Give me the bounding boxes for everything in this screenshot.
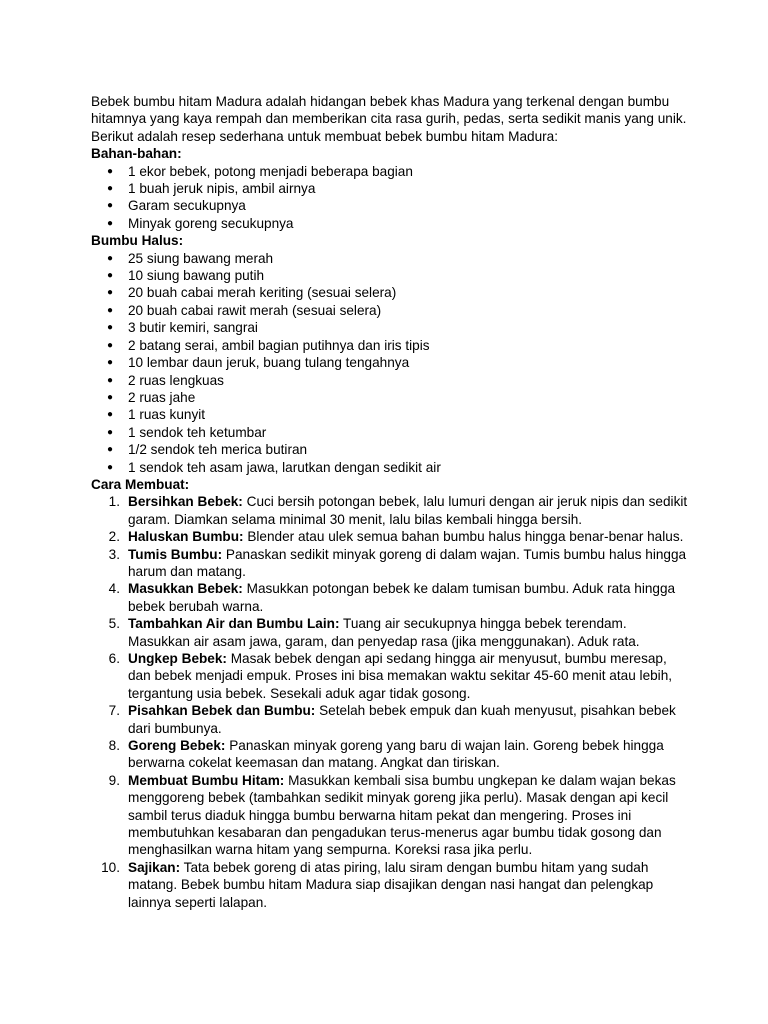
list-item: ● 2 batang serai, ambil bagian putihnya dan iris tipis <box>107 337 430 353</box>
step-title: Sajikan: <box>128 859 181 875</box>
bullet-icon: ● <box>107 426 114 438</box>
bullet-icon: ● <box>107 217 114 229</box>
bullet-icon: ● <box>107 252 114 264</box>
bullet-icon: ● <box>107 339 114 351</box>
bullet-icon: ● <box>107 391 114 403</box>
step-title: Tambahkan Air dan Bumbu Lain: <box>128 616 340 632</box>
step-item <box>91 702 691 737</box>
step-text: Masukkan potongan bebek ke dalam tumisan bumbu. Aduk rata hingga bebek berubah warna. <box>128 581 676 614</box>
step-item <box>91 580 691 615</box>
step-title: Membuat Bumbu Hitam: <box>128 772 285 788</box>
spices-heading: Bumbu Halus: <box>91 233 184 249</box>
list-item: ● 10 lembar daun jeruk, buang tulang tengahnya <box>107 355 410 371</box>
step-title: Ungkep Bebek: <box>128 651 227 666</box>
step-title: Masukkan Bebek: <box>128 581 243 597</box>
step-number: 10. <box>101 859 120 875</box>
step-number: 7. <box>108 703 120 719</box>
step-title: Tumis Bumbu: <box>128 546 223 562</box>
ingredients-list <box>91 163 691 233</box>
step-title: Bersihkan Bebek: <box>128 494 243 510</box>
step-text: Cuci bersih potongan bebek, lalu lumuri dengan air jeruk nipis dan sedikit garam. Diamkan selama minimal 30 menit, lalu bilas kembali hingga bersih. <box>128 494 688 527</box>
list-item: ● 10 siung bawang putih <box>107 268 265 284</box>
step-number: 2. <box>108 529 120 545</box>
step-number: 3. <box>108 546 120 562</box>
step-item <box>91 546 691 581</box>
step-number: 1. <box>108 494 120 510</box>
step-text: Blender atau ulek semua bahan bumbu halus hingga benar-benar halus. <box>243 529 684 545</box>
bullet-icon: ● <box>107 444 114 456</box>
step-item <box>91 528 691 545</box>
step-text: Tata bebek goreng di atas piring, lalu siram dengan bumbu hitam yang sudah matang. Bebek bumbu hitam Madura siap disajikan dengan nasi hangat dan pelengkap lainnya seperti lalapan. <box>128 859 654 910</box>
spices-list <box>91 250 691 476</box>
bullet-icon: ● <box>107 183 114 195</box>
step-number: 5. <box>108 616 120 632</box>
bullet-icon: ● <box>107 270 114 282</box>
step-text: Tuang air secukupnya hingga bebek terendam. Masukkan air asam jawa, garam, dan penyedap rasa (jika menggunakan). Aduk rata. <box>128 616 640 649</box>
list-item: ● 2 ruas jahe <box>107 389 196 405</box>
bullet-icon: ● <box>107 304 114 316</box>
method-steps <box>91 493 691 911</box>
step-item <box>91 859 691 911</box>
list-item: ● 1 ekor bebek, potong menjadi beberapa bagian <box>107 163 413 179</box>
step-title: Goreng Bebek: <box>128 738 226 754</box>
recipe-document <box>91 93 691 911</box>
list-item: ● Minyak goreng secukupnya <box>107 215 294 231</box>
list-item: ● 1 sendok teh asam jawa, larutkan dengan sedikit air <box>107 459 441 475</box>
list-item: ● 1 buah jeruk nipis, ambil airnya <box>107 181 316 197</box>
step-title: Pisahkan Bebek dan Bumbu: <box>128 703 316 719</box>
step-number: 4. <box>108 581 120 597</box>
step-item <box>91 615 691 650</box>
step-text: Panaskan sedikit minyak goreng di dalam wajan. Tumis bumbu halus hingga harum dan matang. <box>128 546 687 579</box>
bullet-icon: ● <box>107 461 114 473</box>
step-number: 9. <box>108 772 120 788</box>
step-text: Masukkan kembali sisa bumbu ungkepan ke dalam wajan bekas menggoreng bebek (tambahkan sedikit minyak goreng jika perlu). Masak dengan api kecil sambil terus diaduk hingga bumbu berwarna hitam pekat dan mengering. Proses ini membutuhkan kesabaran dan pengadukan terus-menerus agar bumbu tidak gosong dan menghasilkan warna hitam yang sempurna. Koreksi rasa jika perlu. <box>128 772 676 858</box>
list-item: ● 25 siung bawang merah <box>107 250 274 266</box>
list-item: ● Garam secukupnya <box>107 198 246 214</box>
step-item <box>91 772 691 859</box>
step-item <box>91 650 691 702</box>
method-heading: Cara Membuat: <box>91 476 190 492</box>
list-item: ● 20 buah cabai merah keriting (sesuai selera) <box>107 285 397 301</box>
list-item: ● 1/2 sendok teh merica butiran <box>107 442 308 458</box>
bullet-icon: ● <box>107 357 114 369</box>
bullet-icon: ● <box>107 165 114 177</box>
ingredients-heading: Bahan-bahan: <box>91 146 182 162</box>
list-item: ● 3 butir kemiri, sangrai <box>107 320 258 336</box>
list-item: ● 20 buah cabai rawit merah (sesuai selera) <box>107 302 382 318</box>
list-item: ● 2 ruas lengkuas <box>107 372 224 388</box>
intro-paragraph: Bebek bumbu hitam Madura adalah hidangan bebek khas Madura yang terkenal dengan bumbu hitamnya yang kaya rempah dan memberikan cita rasa gurih, pedas, serta sedikit manis yang unik. Berikut adalah resep sederhana untuk membuat bebek bumbu hitam Madura: <box>91 94 687 144</box>
step-item <box>91 493 691 528</box>
bullet-icon: ● <box>107 287 114 299</box>
step-number: 6. <box>108 651 120 666</box>
step-text: Panaskan minyak goreng yang baru di wajan lain. Goreng bebek hingga berwarna cokelat keemasan dan matang. Angkat dan tiriskan. <box>128 738 664 771</box>
bullet-icon: ● <box>107 200 114 212</box>
bullet-icon: ● <box>107 409 114 421</box>
step-item <box>91 737 691 772</box>
list-item: ● 1 sendok teh ketumbar <box>107 424 267 440</box>
bullet-icon: ● <box>107 374 114 386</box>
step-title: Haluskan Bumbu: <box>128 529 244 545</box>
step-number: 8. <box>108 738 120 754</box>
list-item: ● 1 ruas kunyit <box>107 407 206 423</box>
step-text: Masak bebek dengan api sedang hingga air menyusut, bumbu meresap, dan bebek menjadi empuk. Proses ini bisa memakan waktu sekitar 45-60 menit atau lebih, tergantung usia bebek. Sesekali aduk agar tidak gosong. <box>128 651 673 701</box>
step-text: Setelah bebek empuk dan kuah menyusut, pisahkan bebek dari bumbunya. <box>128 703 676 736</box>
bullet-icon: ● <box>107 322 114 334</box>
